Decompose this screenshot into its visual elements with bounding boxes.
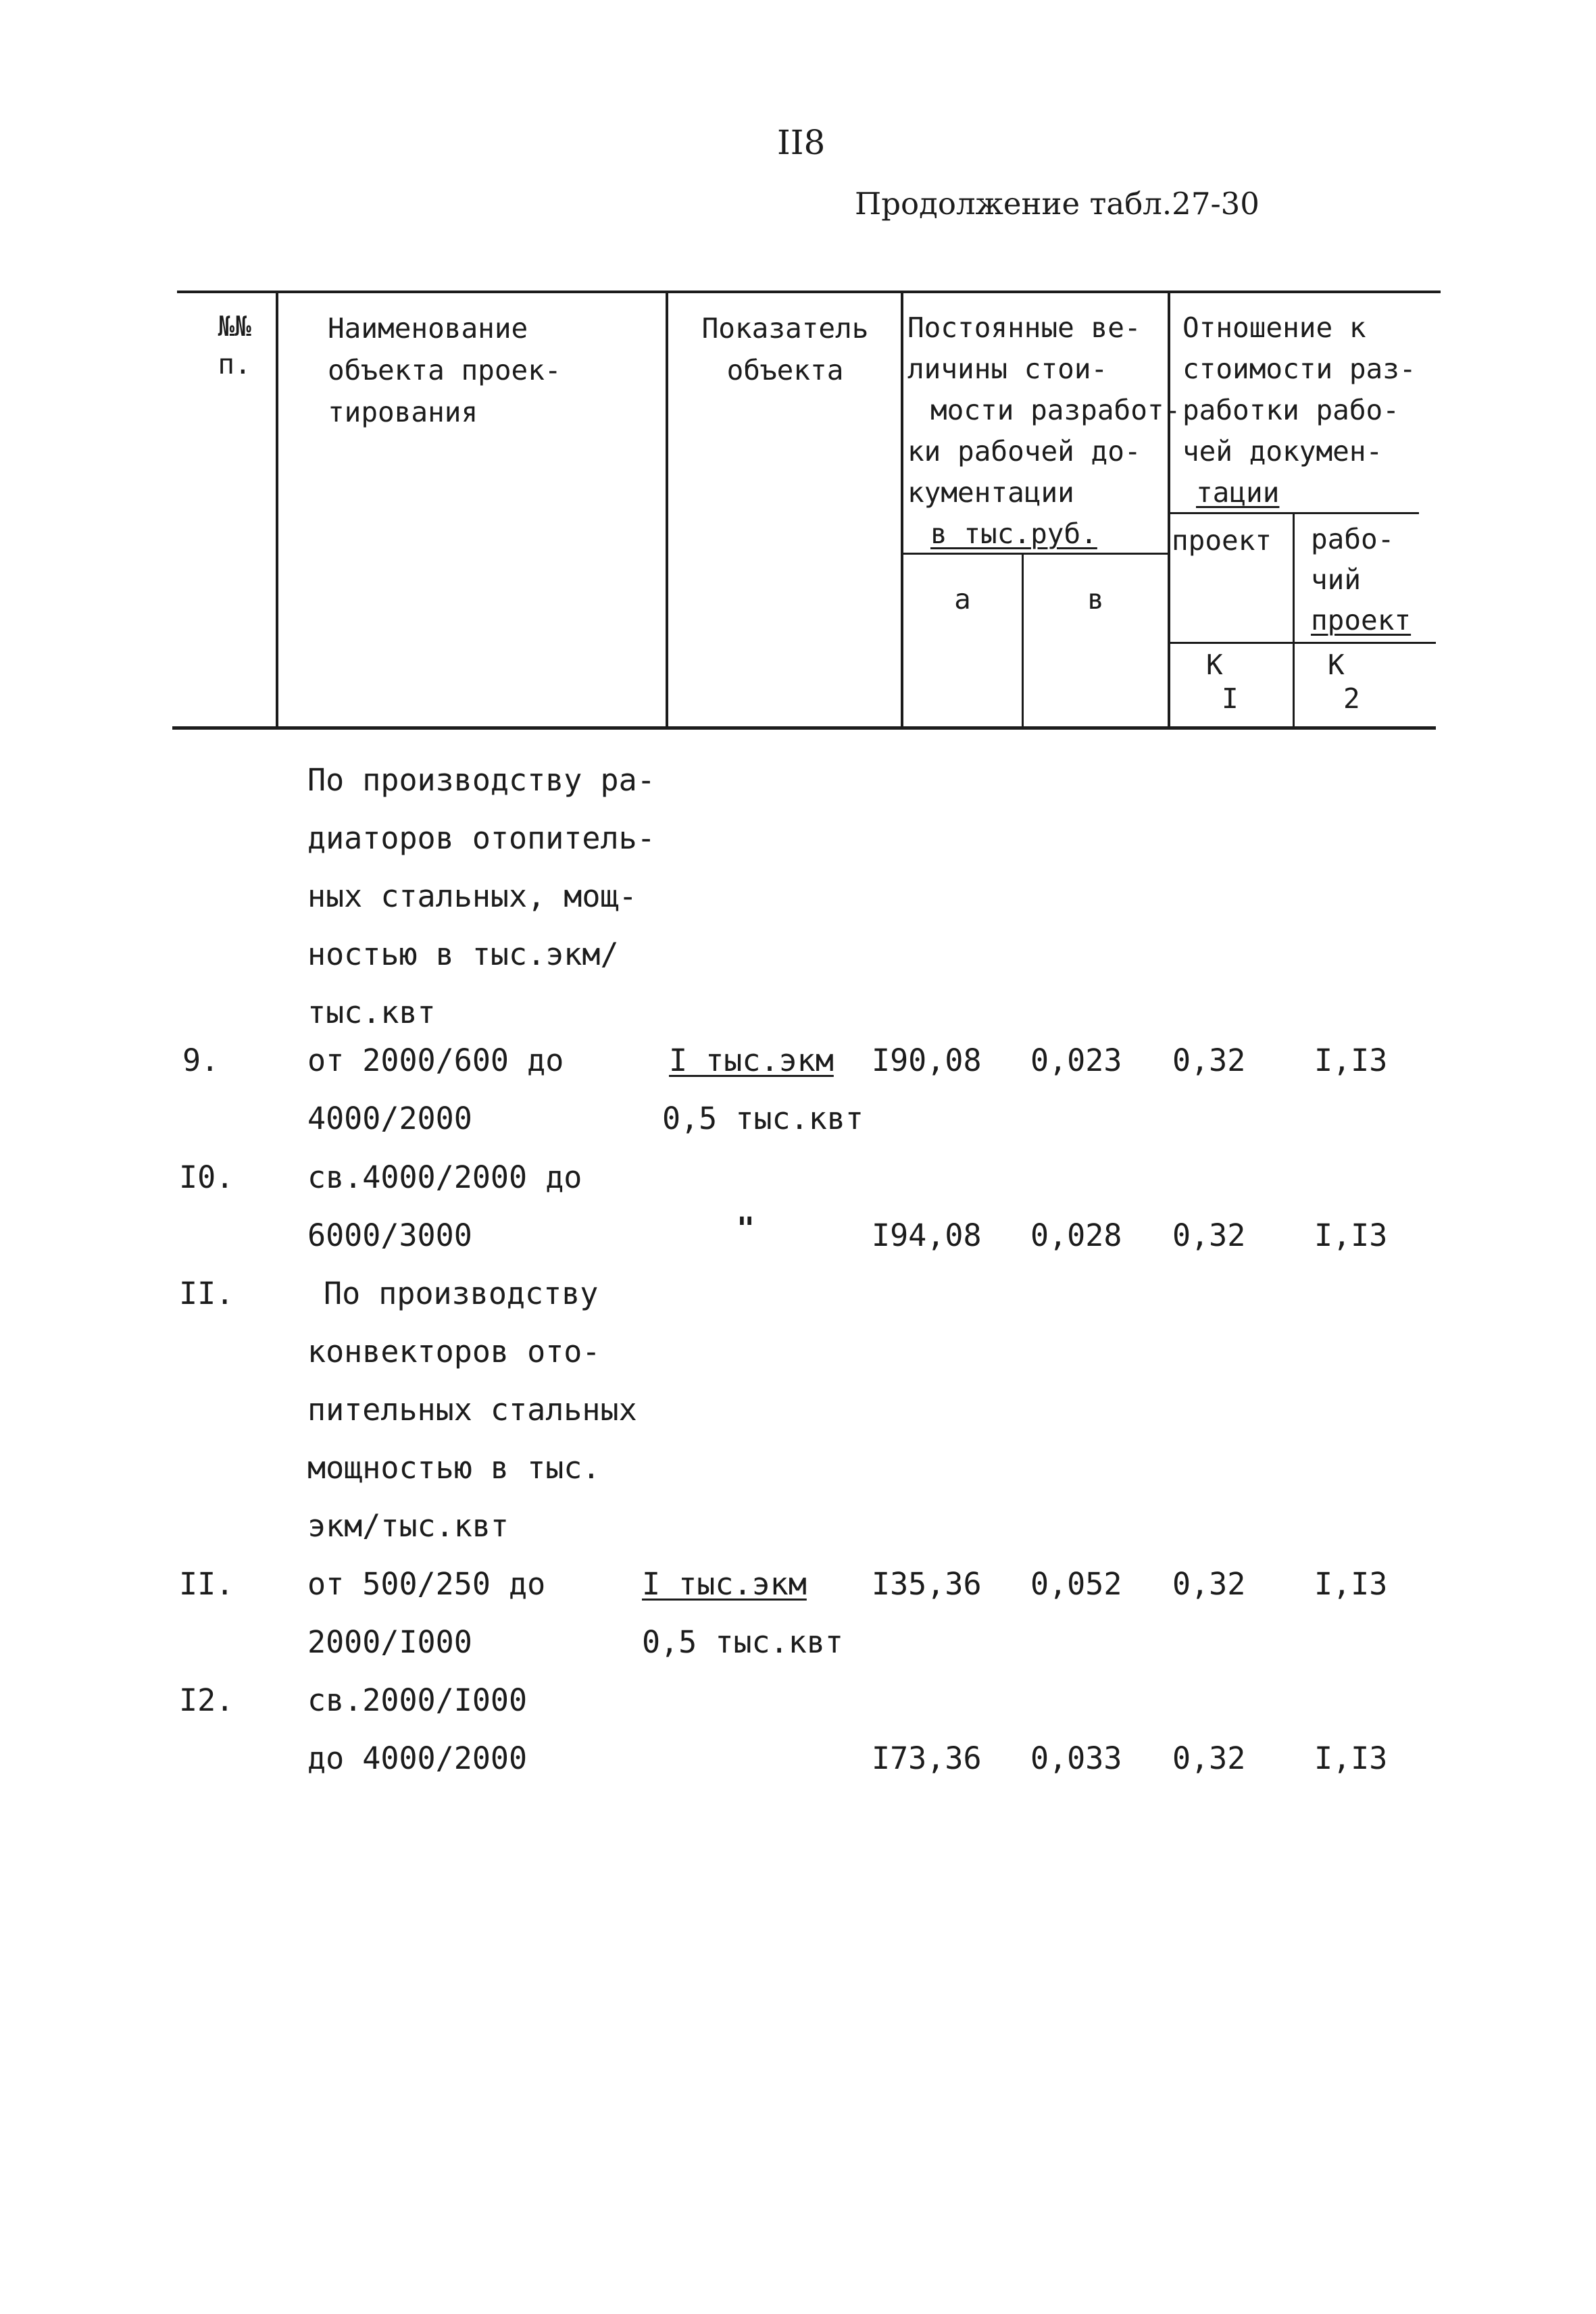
header-name-line: тирования [328, 396, 478, 428]
header-num-line: №№ [218, 310, 251, 343]
header-ratio-line: стоимости раз- [1182, 353, 1416, 385]
row-num: I0. [179, 1159, 234, 1195]
row-value-b: 0,023 [1030, 1042, 1122, 1078]
col-divider-1 [276, 292, 278, 728]
row-value-a: I94,08 [872, 1217, 982, 1253]
row-indicator-ditto-mark: " [737, 1211, 755, 1247]
header-constants-line: личины стои- [907, 353, 1108, 385]
row-indicator [662, 1032, 864, 1148]
row-name-line: 4000/2000 [307, 1101, 472, 1136]
row-value-k2: I,I3 [1314, 1217, 1388, 1253]
header-work-project-line: чий [1311, 563, 1362, 596]
row-value-k2: I,I3 [1314, 1042, 1388, 1078]
header-k1-subscript: I [1222, 682, 1239, 715]
row-value-k1: 0,32 [1172, 1740, 1246, 1776]
row-indicator [642, 1555, 843, 1671]
header-work-project [1311, 519, 1411, 640]
header-constants-line: в тыс.руб. [930, 518, 1097, 550]
table-continuation-caption: Продолжение табл.27-30 [855, 186, 1260, 222]
row-value-a: I90,08 [872, 1042, 982, 1078]
row-name-line: По производству [324, 1276, 599, 1311]
row-indicator-top: I тыс.экм [642, 1566, 807, 1602]
row-value-k2: I,I3 [1314, 1566, 1388, 1602]
row-num: 9. [182, 1042, 220, 1078]
col-divider-3 [901, 292, 903, 728]
col-divider-2 [666, 292, 668, 728]
row-value-b: 0,033 [1030, 1740, 1122, 1776]
group-heading-radiators [307, 751, 655, 1042]
header-indicator-line: Показатель [701, 312, 869, 345]
row-indicator-top: I тыс.экм [669, 1042, 834, 1078]
group-heading-line: ных стальных, мощ- [307, 878, 637, 914]
header-ratio-line: тации [1196, 476, 1280, 509]
row-value-k1: 0,32 [1172, 1042, 1246, 1078]
k-subheader-line [1169, 642, 1436, 644]
row-name-line: пительных стальных [307, 1392, 637, 1428]
table-top-border [177, 291, 1441, 293]
header-ratio-line: Отношение к [1182, 311, 1366, 344]
header-work-project-line: рабо- [1311, 523, 1395, 555]
table-header-bottom-border [172, 726, 1436, 730]
row-value-b: 0,052 [1030, 1566, 1122, 1602]
group-heading-line: тыс.квт [307, 995, 436, 1030]
row-value-k1: 0,32 [1172, 1217, 1246, 1253]
header-constants-line: кументации [907, 476, 1074, 509]
header-indicator [670, 307, 900, 391]
row-num: I2. [179, 1682, 234, 1718]
header-k1-letter: К [1206, 649, 1223, 681]
row-indicator-bottom: 0,5 тыс.квт [662, 1101, 864, 1136]
header-project: проект [1172, 524, 1272, 557]
row-value-a: I35,36 [872, 1566, 982, 1602]
row-name [307, 1265, 637, 1555]
header-constants-line: мости разработ- [930, 394, 1181, 426]
group-heading-line: диаторов отопитель- [307, 820, 655, 856]
header-indicator-line: объекта [726, 354, 844, 386]
row-name [307, 1671, 527, 1788]
row-name-line: 6000/3000 [307, 1217, 472, 1253]
row-value-k2: I,I3 [1314, 1740, 1388, 1776]
row-name-line: до 4000/2000 [307, 1740, 528, 1776]
row-name-line: от 500/250 до [307, 1566, 546, 1602]
header-work-project-line: проект [1311, 604, 1412, 636]
row-name-line: конвекторов ото- [307, 1334, 601, 1369]
header-constants [907, 307, 1180, 555]
row-num: II. [179, 1566, 234, 1602]
header-k2-subscript: 2 [1343, 682, 1360, 715]
header-num [197, 307, 272, 383]
header-name [328, 307, 562, 433]
row-name-line: св.4000/2000 до [307, 1159, 582, 1195]
header-ratio [1182, 307, 1416, 513]
group-heading-line: По производству ра- [307, 762, 655, 798]
header-k2-letter: К [1328, 649, 1345, 681]
header-col-a: а [954, 583, 971, 615]
row-value-k1: 0,32 [1172, 1566, 1246, 1602]
header-ratio-line: работки рабо- [1182, 394, 1399, 426]
header-constants-line: ки рабочей до- [907, 435, 1141, 468]
row-name [307, 1555, 545, 1671]
group-heading-line: ностью в тыс.экм/ [307, 936, 619, 972]
row-value-b: 0,028 [1030, 1217, 1122, 1253]
row-name-line: св.2000/I000 [307, 1682, 528, 1718]
row-name-line: мощностью в тыс. [307, 1450, 601, 1486]
row-value-a: I73,36 [872, 1740, 982, 1776]
header-constants-line: Постоянные ве- [907, 311, 1141, 344]
row-num: II. [179, 1276, 234, 1311]
row-name [307, 1032, 564, 1148]
header-col-b: в [1087, 583, 1104, 615]
header-num-line: п. [218, 348, 251, 380]
header-ratio-line: чей докумен- [1182, 435, 1383, 468]
header-name-line: объекта проек- [328, 354, 562, 386]
row-name-line: от 2000/600 до [307, 1042, 564, 1078]
header-name-line: Наименование [328, 312, 528, 345]
page-number: II8 [777, 123, 826, 162]
col-divider-6 [1293, 512, 1295, 728]
row-name [307, 1149, 582, 1265]
row-name-line: экм/тыс.квт [307, 1508, 509, 1544]
row-indicator-bottom: 0,5 тыс.квт [642, 1624, 844, 1660]
row-name-line: 2000/I000 [307, 1624, 472, 1660]
